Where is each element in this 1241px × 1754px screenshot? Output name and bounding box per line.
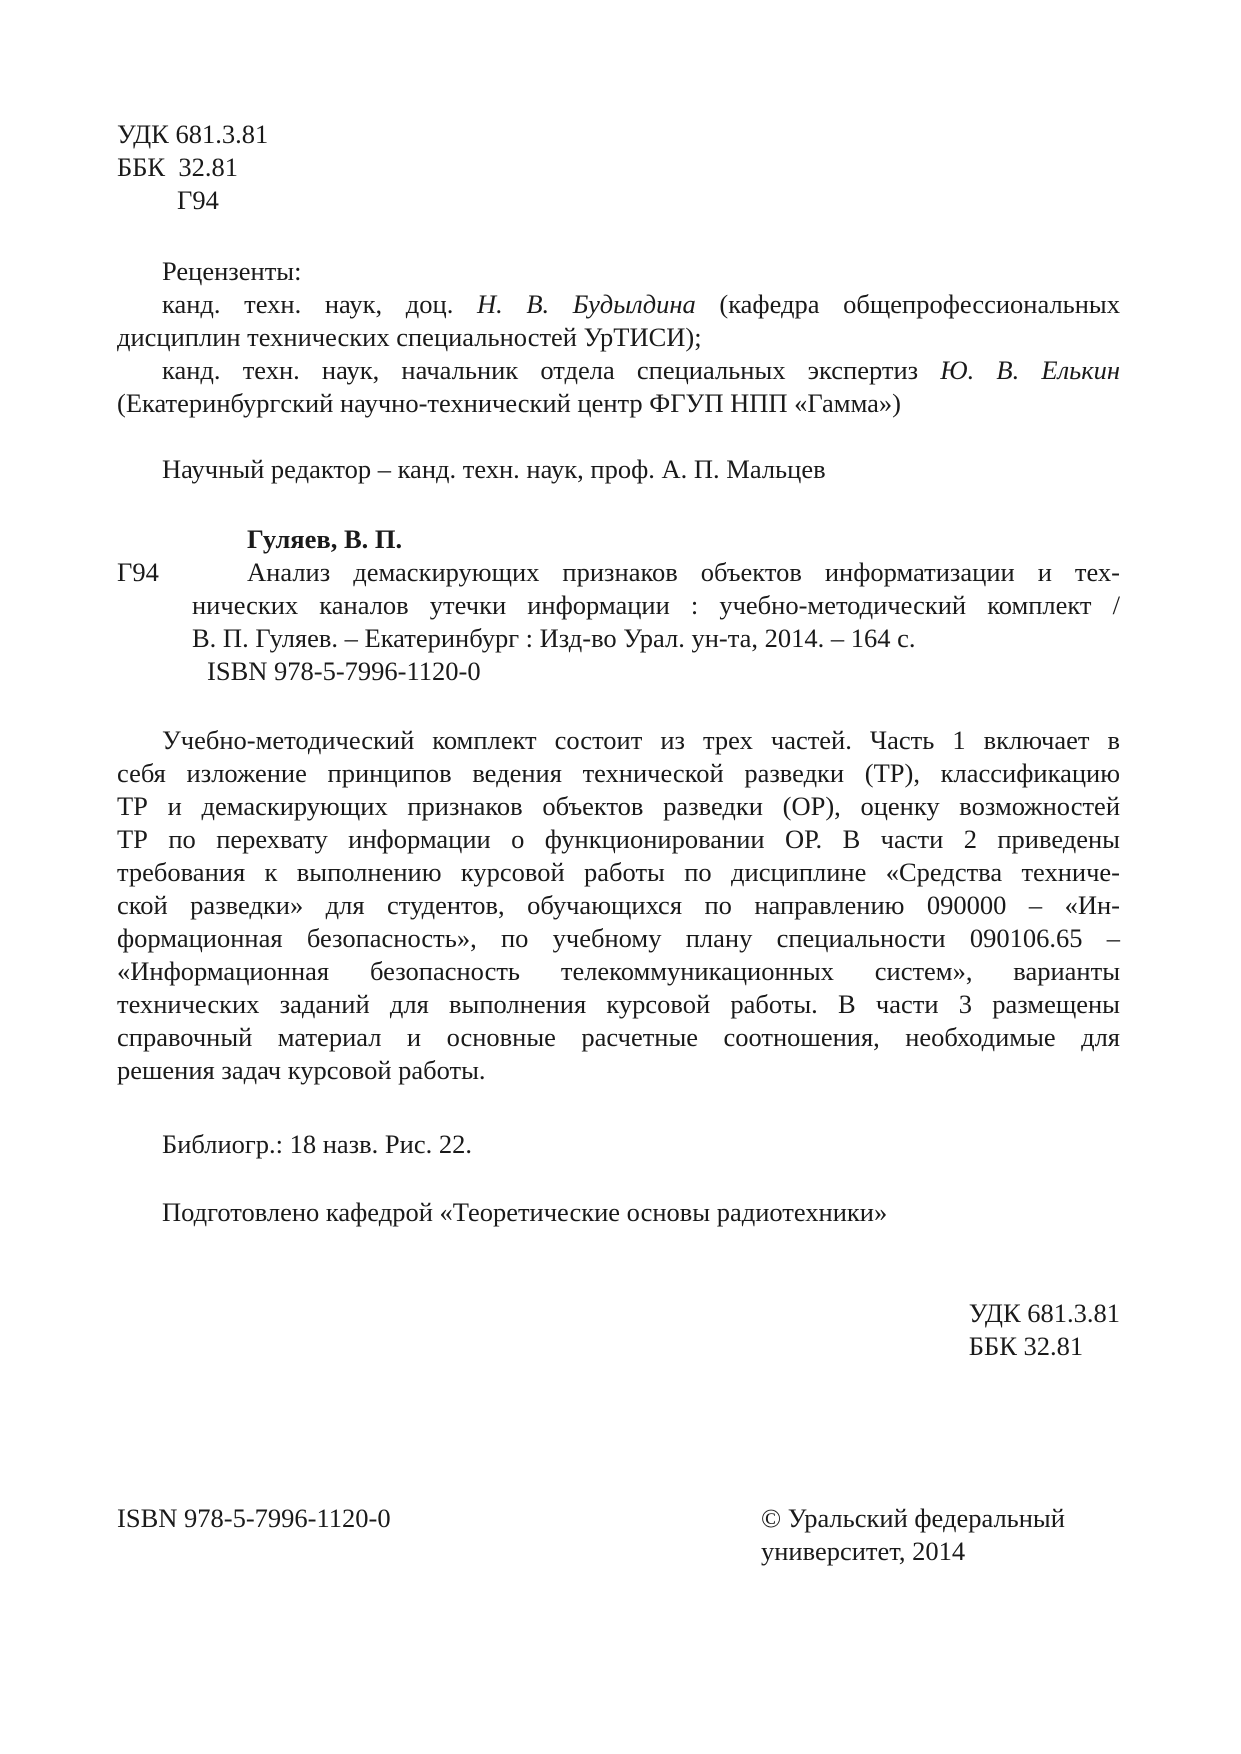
reviewer-1-affiliation: (кафедра общепрофессиональных <box>719 289 1120 319</box>
reviewer-1-line-1 <box>117 288 1120 321</box>
abstract-line: Учебно-методический комплект состоит из трех частей. Часть 1 включает в <box>162 725 1120 755</box>
reviewer-1-title: канд. техн. наук, доц. <box>162 289 454 319</box>
abstract-line: ТР и демаскирующих признаков объектов разведки (ОР), оценку возможностей <box>117 791 1120 821</box>
abstract-line: решения задач курсовой работы. <box>117 1055 486 1085</box>
classification-block <box>117 118 268 217</box>
bibliographic-line-2: нических каналов утечки информации : учебно-методический комплект / <box>192 590 1120 620</box>
author-mark: Г94 <box>177 185 219 215</box>
abstract-line: требования к выполнению курсовой работы по дисциплине «Средства техниче- <box>117 857 1120 887</box>
prepared-by <box>162 1196 887 1229</box>
footer-isbn <box>117 1502 391 1535</box>
reviewer-2-line-1 <box>117 354 1120 387</box>
abstract-line: справочный материал и основные расчетные соотношения, необходимые для <box>117 1022 1120 1052</box>
abstract-line: «Информационная безопасность телекоммуникационных систем», варианты <box>117 956 1120 986</box>
prepared-by-text: Подготовлено кафедрой «Теоретические основы радиотехники» <box>162 1197 888 1227</box>
reviewers-heading: Рецензенты: <box>162 256 302 286</box>
bibliographic-isbn: ISBN 978-5-7996-1120-0 <box>207 656 481 686</box>
bibliographic-line-3: В. П. Гуляев. – Екатеринбург : Изд-во Урал. ун-та, 2014. – 164 с. <box>192 623 916 653</box>
footer-isbn-text: ISBN 978-5-7996-1120-0 <box>117 1503 391 1533</box>
classification-right-block <box>969 1297 1120 1363</box>
author-name: Гуляев, В. П. <box>247 524 403 554</box>
bibliographic-line-1: Анализ демаскирующих признаков объектов информатизации и тех- <box>247 557 1120 587</box>
udk-code: УДК 681.3.81 <box>117 119 269 149</box>
bibliographic-author <box>247 523 402 556</box>
bbk-code: ББК 32.81 <box>117 152 238 182</box>
udk-code-right: УДК 681.3.81 <box>968 1298 1120 1328</box>
editor-text: Научный редактор – канд. техн. наук, проф. А. П. Мальцев <box>162 454 826 484</box>
abstract-line: ТР по перехвату информации о функционировании ОР. В части 2 приведены <box>117 824 1120 854</box>
abstract-line: себя изложение принципов ведения технической разведки (ТР), классификацию <box>117 758 1120 788</box>
reviewer-2-name: Ю. В. Елькин <box>940 355 1121 385</box>
copyright-line-1: © Уральский федеральный <box>761 1503 1065 1533</box>
reviewer-1-line-2: дисциплин технических специальностей УрТИСИ); <box>117 322 702 352</box>
bibliographic-mark <box>117 556 159 589</box>
copyright-block <box>761 1502 1065 1568</box>
reviewers-block <box>117 255 1120 420</box>
reviewer-2-line-2: (Екатеринбургский научно-технический центр ФГУП НПП «Гамма») <box>117 388 901 418</box>
bibliography-note <box>162 1128 472 1161</box>
abstract-line: технических заданий для выполнения курсовой работы. В части 3 размещены <box>117 989 1120 1019</box>
bibliography-note-text: Библиогр.: 18 назв. Рис. 22. <box>162 1129 472 1159</box>
bbk-code-right: ББК 32.81 <box>968 1331 1084 1361</box>
reviewer-1-name: Н. В. Будылдина <box>476 289 696 319</box>
reviewer-2-title: канд. техн. наук, начальник отдела специальных экспертиз <box>162 355 919 385</box>
abstract-line: формационная безопасность», по учебному плану специальности 090106.65 – <box>117 923 1120 953</box>
bibliographic-mark-text: Г94 <box>117 557 159 587</box>
copyright-line-2: университет, 2014 <box>761 1536 966 1566</box>
bibliographic-description <box>192 556 1120 688</box>
abstract-line: ской разведки» для студентов, обучающихся по направлению 090000 – «Ин- <box>117 890 1120 920</box>
abstract-paragraph <box>117 724 1120 1087</box>
editor-line <box>162 453 826 486</box>
